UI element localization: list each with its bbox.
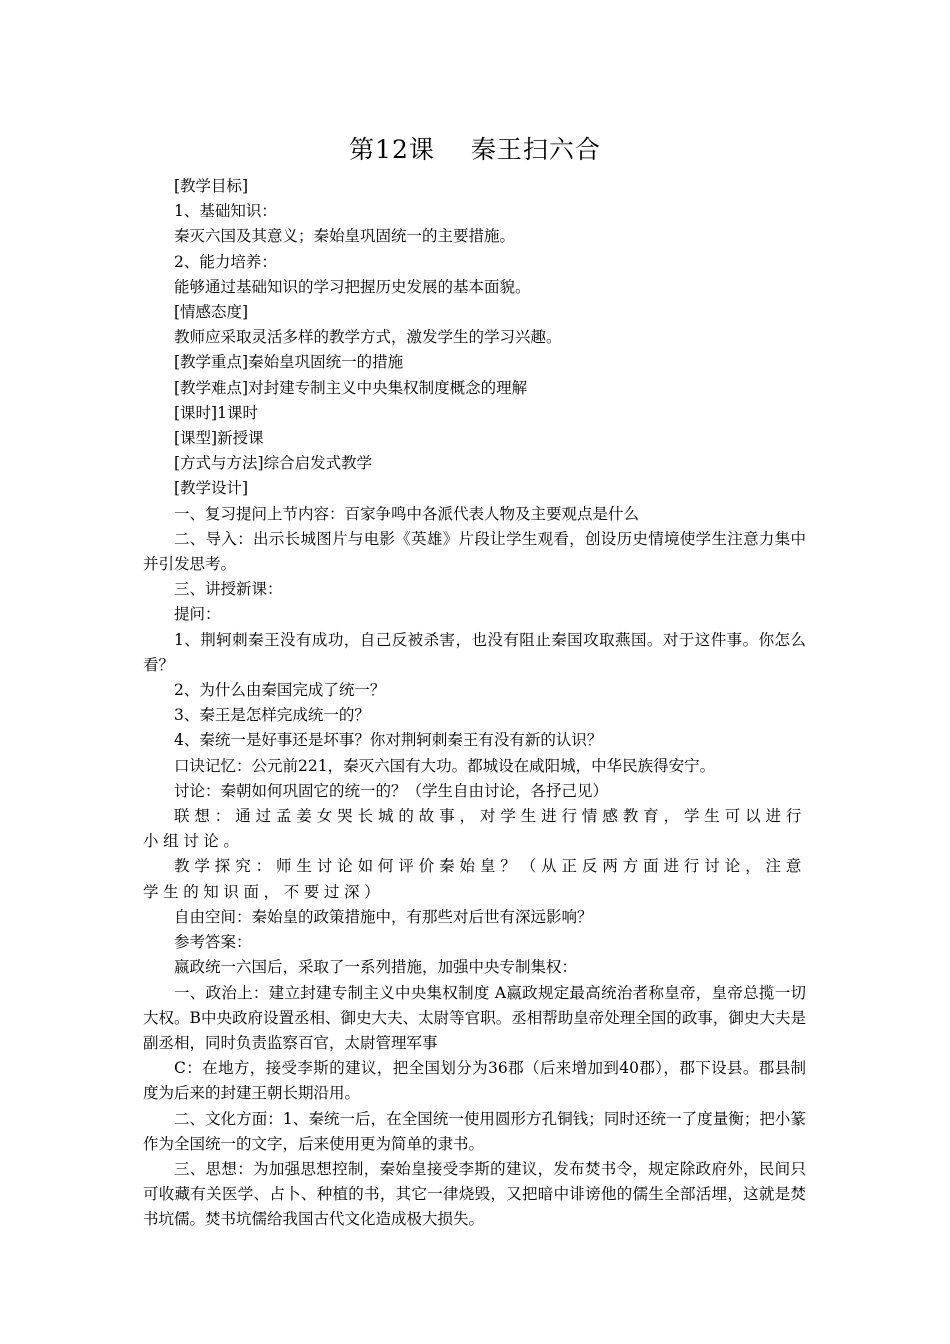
lesson-body <box>143 174 806 1233</box>
answer-intro: 嬴政统一六国后，采取了一系列措施，加强中央专制集权： <box>174 958 578 977</box>
design-heading: [教学设计] <box>174 479 249 498</box>
attitude-heading: [情感态度] <box>174 303 249 322</box>
new-lesson-heading: 三、讲授新课： <box>174 580 283 599</box>
basic-knowledge-text: 秦灭六国及其意义；秦始皇巩固统一的主要措施。 <box>174 227 516 246</box>
teaching-method: [方式与方法]综合启发式教学 <box>174 454 373 473</box>
attitude-text: 教师应采取灵活多样的教学方式，激发学生的学习兴趣。 <box>174 328 562 347</box>
class-hours: [课时]1课时 <box>174 403 258 422</box>
inquiry: 教学探究：师生讨论如何评价秦始皇？（从正反两方面进行讨论，注意学生的知识面，不要过深） <box>143 857 806 901</box>
introduction: 二、导入：出示长城图片与电影《英雄》片段让学生观看，创设历史情境使学生注意力集中并引发思考。 <box>143 529 806 574</box>
politics-measures: 一、政治上：建立封建专制主义中央集权制度 A嬴政规定最高统治者称皇帝，皇帝总揽一切大权。B中央政府设置丞相、御史大夫、太尉等官职。丞相帮助皇帝处理全国的政事，御史大夫是副丞相，同时负责监察百官，太尉管理军事 <box>143 983 806 1052</box>
discussion: 讨论：秦朝如何巩固它的统一的？（学生自由讨论，各抒己见） <box>174 781 609 800</box>
mnemonic: 口诀记忆：公元前221，秦灭六国有大功。都城设在咸阳城，中华民族得安宁。 <box>174 756 716 775</box>
questions-heading: 提问： <box>174 605 221 624</box>
culture-measures: 二、文化方面：1、秦统一后，在全国统一使用圆形方孔铜钱；同时还统一了度量衡；把小篆作为全国统一的文字，后来使用更为简单的隶书。 <box>143 1109 806 1153</box>
thought-measures: 三、思想：为加强思想控制，秦始皇接受李斯的建议，发布焚书令，规定除政府外，民间只可收藏有关医学、占卜、种植的书，其它一律烧毁，又把暗中诽谤他的儒生全部活埋，这就是焚书坑儒。焚书坑儒给我国古代文化造成极大损失。 <box>143 1159 806 1229</box>
lesson-title <box>0 130 950 166</box>
objectives-heading: [教学目标] <box>174 177 249 195</box>
lesson-type: [课型]新授课 <box>174 429 264 448</box>
key-point: [教学重点]秦始皇巩固统一的措施 <box>174 353 404 372</box>
free-space: 自由空间：秦始皇的政策措施中，有那些对后世有深远影响？ <box>174 907 593 926</box>
ability-heading: 2、能力培养： <box>174 252 277 271</box>
lesson-number: 第12课 <box>349 135 435 164</box>
association: 联想：通过孟姜女哭长城的故事，对学生进行情感教育，学生可以进行小组讨论。 <box>143 807 806 851</box>
question-2: 2、为什么由秦国完成了统一？ <box>174 681 386 700</box>
question-4: 4、秦统一是好事还是坏事？你对荆轲刺秦王有没有新的认识？ <box>174 731 603 750</box>
question-1: 1、荆轲刺秦王没有成功，自己反被杀害，也没有阻止秦国攻取燕国。对于这件事。你怎么看？ <box>143 630 806 674</box>
answer-heading: 参考答案： <box>174 933 252 952</box>
local-measures: C：在地方，接受李斯的建议，把全国划分为36郡（后来增加到40郡），郡下设县。郡县制度为后来的封建王朝长期沿用。 <box>143 1059 806 1103</box>
question-3: 3、秦王是怎样完成统一的？ <box>174 706 370 725</box>
ability-text: 能够通过基础知识的学习把握历史发展的基本面貌。 <box>174 277 531 296</box>
difficult-point: [教学难点]对封建专制主义中央集权制度概念的理解 <box>174 378 528 397</box>
review-question: 一、复习提问上节内容：百家争鸣中各派代表人物及主要观点是什么 <box>174 504 640 523</box>
lesson-name: 秦王扫六合 <box>470 135 601 164</box>
basic-knowledge-heading: 1、基础知识： <box>174 202 277 221</box>
